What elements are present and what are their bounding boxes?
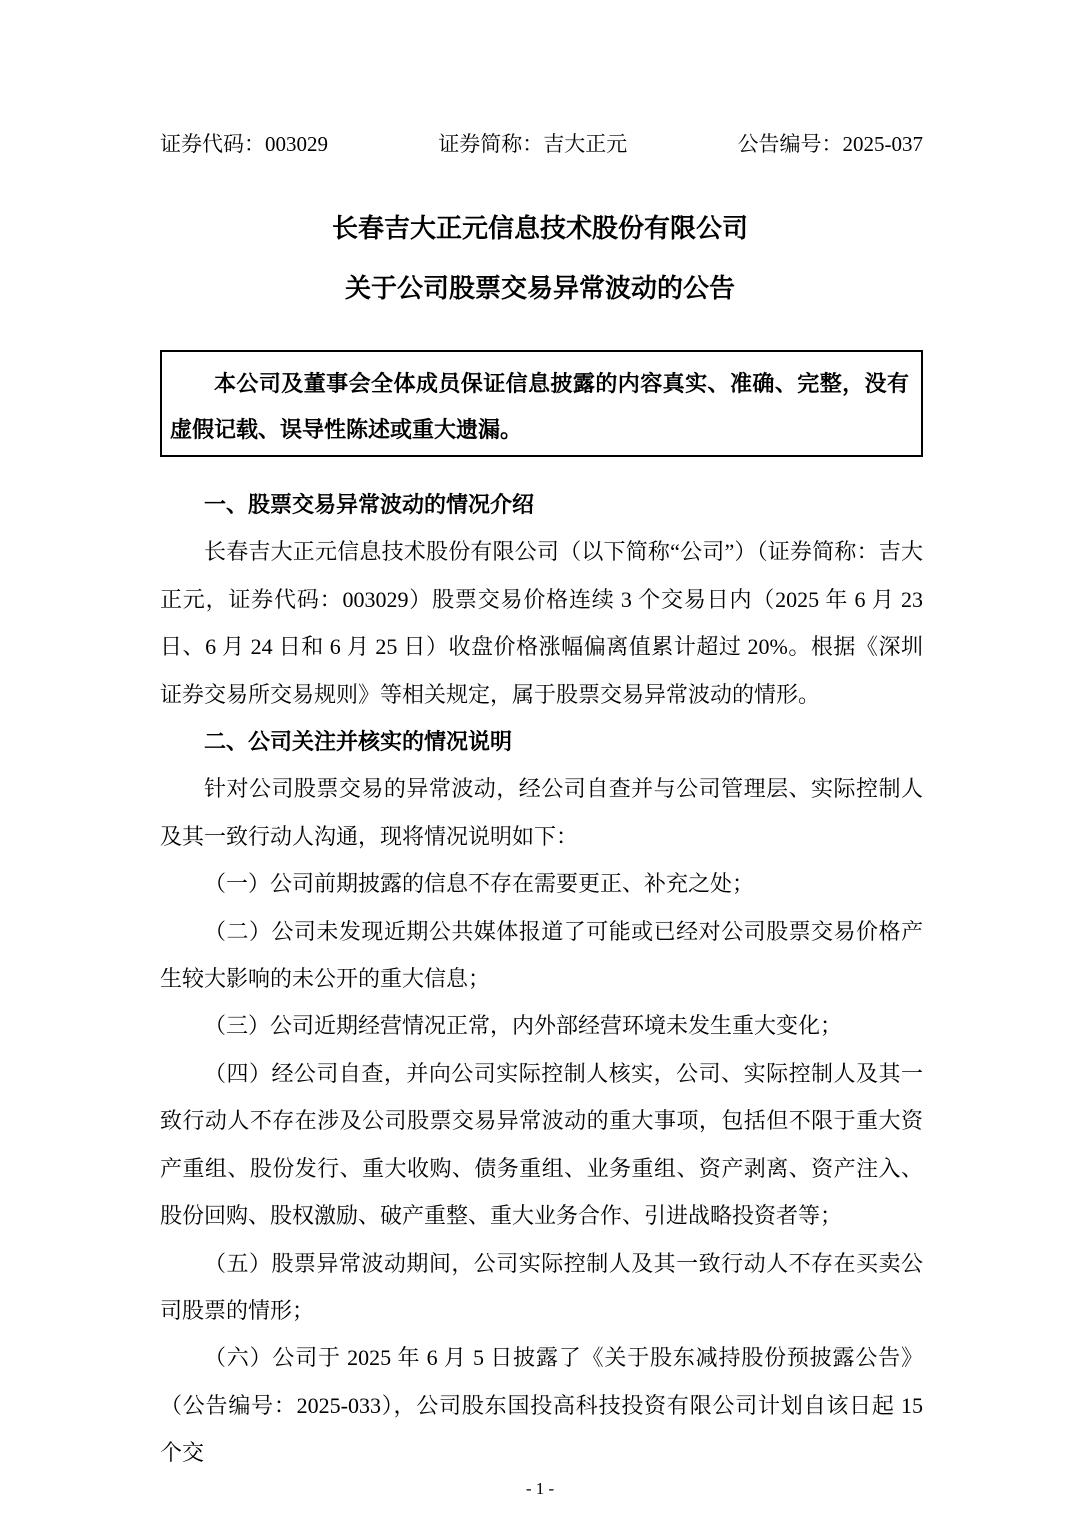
document-body <box>160 481 923 1477</box>
page-number: - 1 - <box>525 1479 555 1498</box>
item-4-paragraph: （四）经公司自查，并向公司实际控制人核实，公司、实际控制人及其一致行动人不存在涉及公司股票交易异常波动的重大事项，包括但不限于重大资产重组、股份发行、重大收购、债务重组、业务重组、资产剥离、资产注入、股份回购、股权激励、破产重整、重大业务合作、引进战略投资者等； <box>160 1060 923 1229</box>
disclaimer-box <box>160 350 923 457</box>
page-footer <box>0 1478 1080 1500</box>
section-1-heading: 一、股票交易异常波动的情况介绍 <box>204 492 535 517</box>
announcement-title: 关于公司股票交易异常波动的公告 <box>344 273 735 303</box>
disclaimer-text: 本公司及董事会全体成员保证信息披露的内容真实、准确、完整，没有虚假记载、误导性陈述或重大遗漏。 <box>170 371 909 442</box>
section-1-paragraph: 长春吉大正元信息技术股份有限公司（以下简称“公司”）（证券简称：吉大正元，证券代码：003029）股票交易价格连续 3 个交易日内（2025 年 6 月 23 日、6 月 24 日和 6 月 25 日）收盘价格涨幅偏离值累计超过 20%。根据《深圳证券交易所交易规则》等相关规定，属于股票交易异常波动的情形。 <box>160 539 923 707</box>
stock-name: 证券简称：吉大正元 <box>438 132 628 156</box>
item-3-paragraph: （三）公司近期经营情况正常，内外部经营环境未发生重大变化； <box>204 1013 843 1039</box>
header-meta-row <box>160 131 923 157</box>
section-2-heading: 二、公司关注并核实的情况说明 <box>204 729 513 755</box>
item-6-paragraph: （六）公司于 2025 年 6 月 5 日披露了《关于股东减持股份预披露公告》（公告编号：2025-033），公司股东国投高科技投资有限公司计划自该日起 15 个交 <box>160 1345 923 1466</box>
company-title: 长春吉大正元信息技术股份有限公司 <box>331 213 748 243</box>
announcement-number: 公告编号：2025-037 <box>737 132 923 156</box>
item-5-paragraph: （五）股票异常波动期间，公司实际控制人及其一致行动人不存在买卖公司股票的情形； <box>160 1250 923 1323</box>
section-2-intro: 针对公司股票交易的异常波动，经公司自查并与公司管理层、实际控制人及其一致行动人沟通，现将情况说明如下： <box>160 776 923 849</box>
stock-code: 证券代码：003029 <box>160 132 328 156</box>
item-1-paragraph: （一）公司前期披露的信息不存在需要更正、补充之处； <box>204 871 755 897</box>
item-2-paragraph: （二）公司未发现近期公共媒体报道了可能或已经对公司股票交易价格产生较大影响的未公开的重大信息； <box>160 918 923 992</box>
